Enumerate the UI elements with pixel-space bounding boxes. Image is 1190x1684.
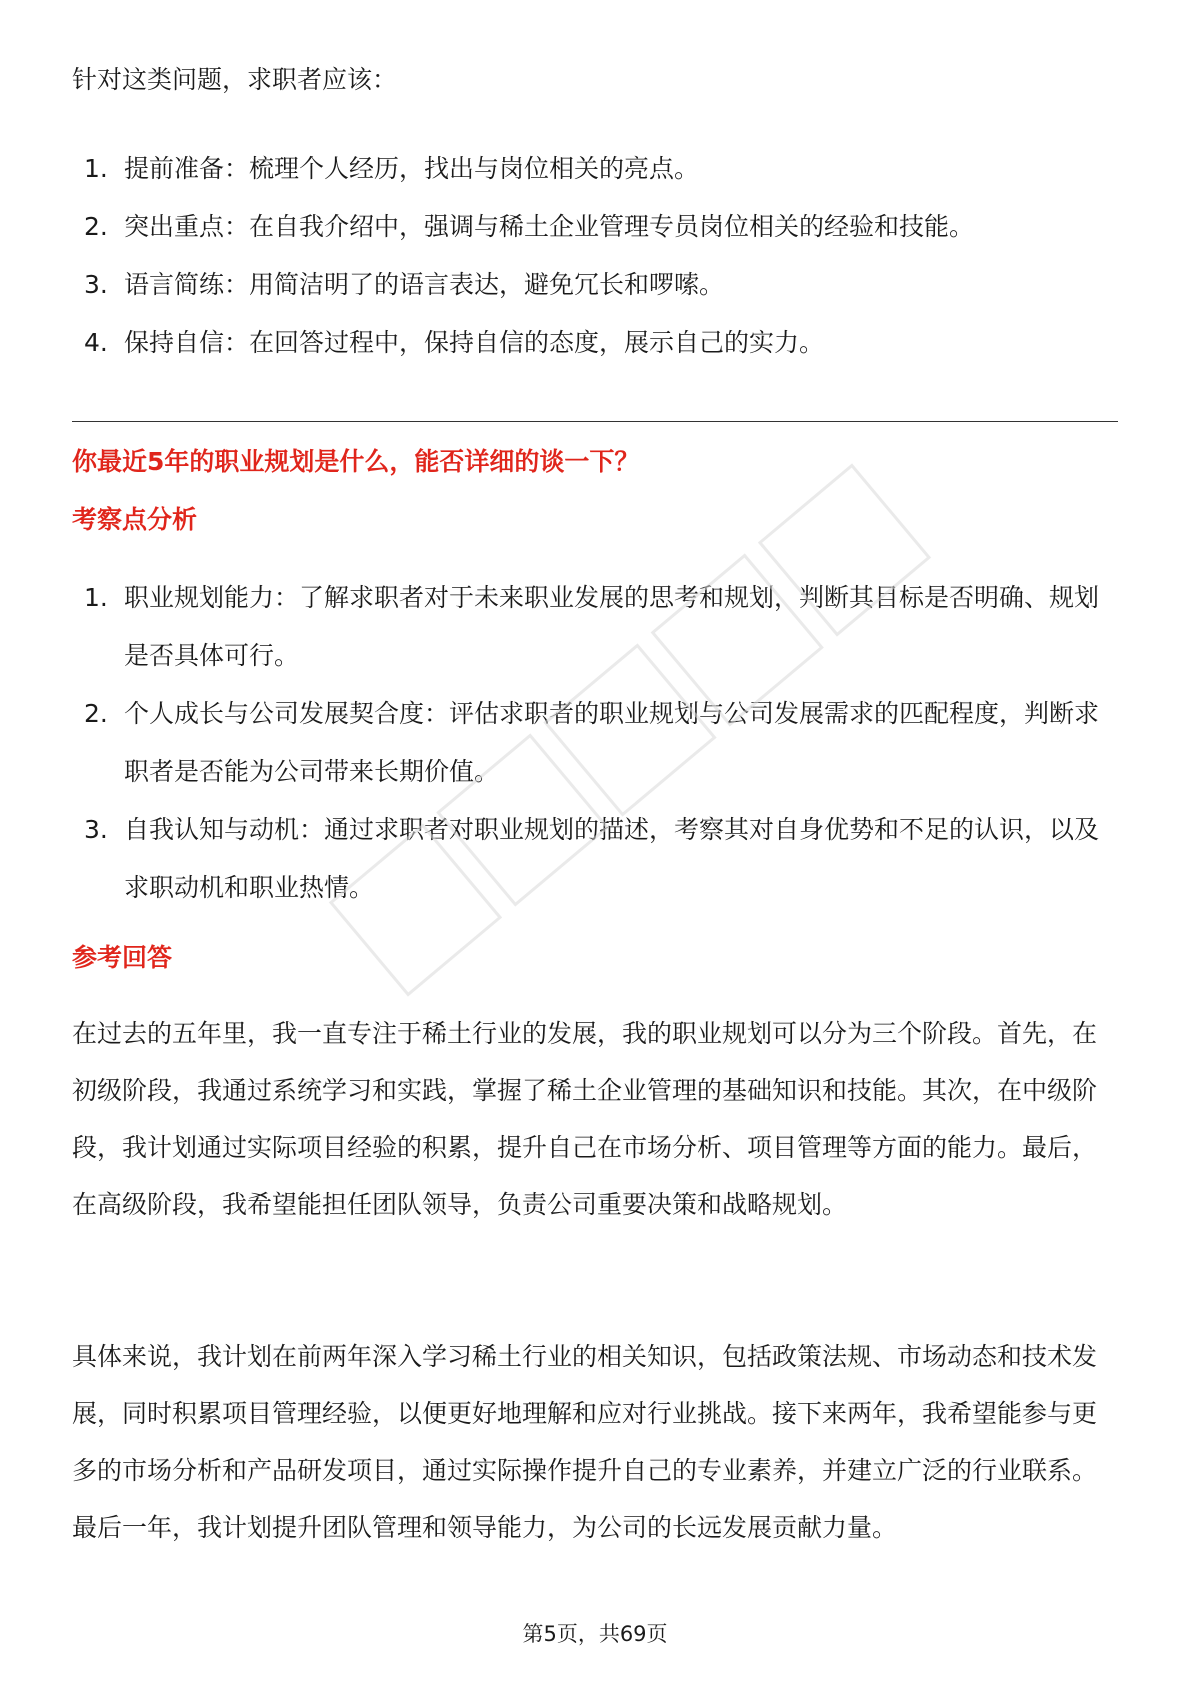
list-number: 3.	[84, 815, 108, 844]
list-number: 2.	[84, 212, 108, 241]
answer-heading: 参考回答	[72, 943, 173, 972]
list-number: 2.	[84, 699, 108, 728]
list-number: 4.	[84, 328, 108, 357]
list-item	[84, 314, 1118, 372]
intro-text: 针对这类问题，求职者应该：	[72, 65, 398, 94]
list-text: 语言简练：用简洁明了的语言表达，避免冗长和啰嗦。	[124, 270, 725, 299]
list-item	[84, 685, 1118, 801]
list-number: 1.	[84, 583, 108, 612]
list-text: 自我认知与动机：通过求职者对职业规划的描述，考察其对自身优势和不足的认识，以及求职动机和职业热情。	[124, 815, 1100, 902]
analysis-heading: 考察点分析	[72, 505, 198, 534]
list-item	[84, 140, 1118, 198]
list-text: 突出重点：在自我介绍中，强调与稀土企业管理专员岗位相关的经验和技能。	[124, 212, 975, 241]
list-text: 保持自信：在回答过程中，保持自信的态度，展示自己的实力。	[124, 328, 825, 357]
tips-list	[84, 140, 1118, 372]
answer-paragraph: 在过去的五年里，我一直专注于稀土行业的发展，我的职业规划可以分为三个阶段。首先，在初级阶段，我通过系统学习和实践，掌握了稀土企业管理的基础知识和技能。其次，在中级阶段，我计划通过实际项目经验的积累，提升自己在市场分析、项目管理等方面的能力。最后，在高级阶段，我希望能担任团队领导，负责公司重要决策和战略规划。	[72, 1019, 1098, 1219]
answer-paragraph: 具体来说，我计划在前两年深入学习稀土行业的相关知识，包括政策法规、市场动态和技术发展，同时积累项目管理经验，以便更好地理解和应对行业挑战。接下来两年，我希望能参与更多的市场分析和产品研发项目，通过实际操作提升自己的专业素养，并建立广泛的行业联系。最后一年，我计划提升团队管理和领导能力，为公司的长远发展贡献力量。	[72, 1342, 1098, 1542]
list-number: 3.	[84, 270, 108, 299]
list-item	[84, 256, 1118, 314]
list-number: 1.	[84, 154, 108, 183]
list-text: 个人成长与公司发展契合度：评估求职者的职业规划与公司发展需求的匹配程度，判断求职者是否能为公司带来长期价值。	[124, 699, 1100, 786]
list-item	[84, 801, 1118, 917]
page-footer: 第5页，共69页	[522, 1622, 668, 1646]
list-item	[84, 198, 1118, 256]
section-divider	[72, 421, 1118, 422]
list-text: 提前准备：梳理个人经历，找出与岗位相关的亮点。	[124, 154, 700, 183]
analysis-list	[84, 569, 1118, 917]
question-heading: 你最近5年的职业规划是什么，能否详细的谈一下？	[72, 447, 640, 476]
list-item	[84, 569, 1118, 685]
list-text: 职业规划能力：了解求职者对于未来职业发展的思考和规划，判断其目标是否明确、规划是否具体可行。	[124, 583, 1100, 670]
